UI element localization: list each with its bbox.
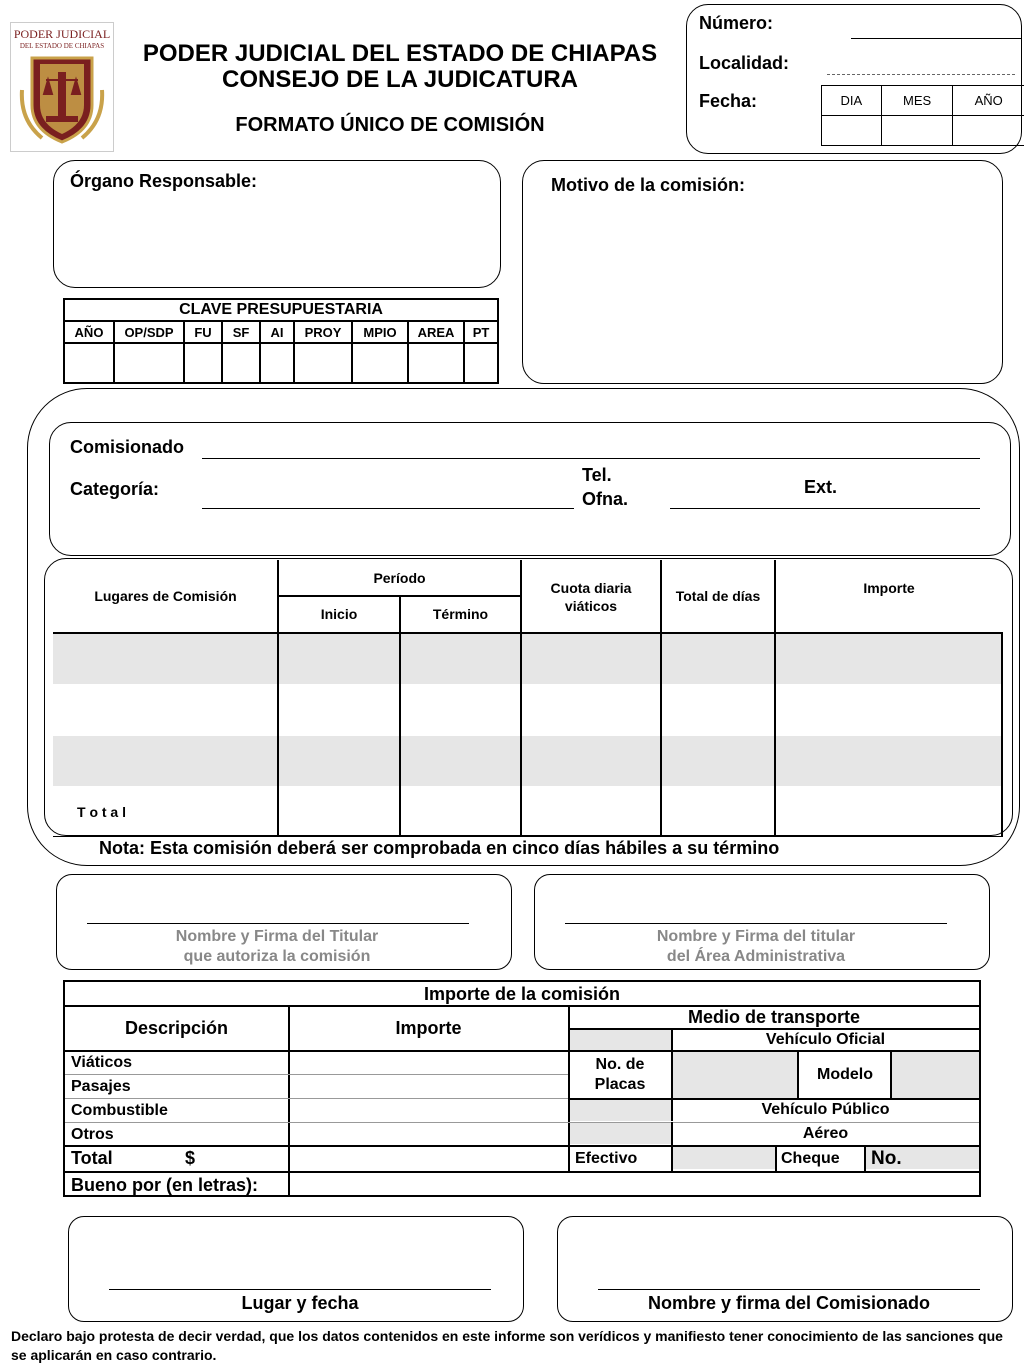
logo	[10, 22, 114, 152]
importe-table	[63, 980, 981, 1197]
date-mes-field[interactable]	[881, 116, 953, 146]
comisionado-firma-label: Nombre y firma del Comisionado	[647, 1293, 931, 1313]
numero-field[interactable]	[851, 19, 1021, 39]
no-placas-label-1: No. de	[595, 1056, 645, 1073]
dollar-sign: $	[185, 1148, 196, 1168]
col-divider	[774, 560, 776, 836]
no-placas-label-2: Placas	[594, 1076, 646, 1093]
row-divider	[65, 1074, 568, 1075]
bueno-por-label: Bueno por (en letras):	[71, 1175, 259, 1195]
vehiculo-oficial-label: Vehículo Oficial	[765, 1031, 886, 1048]
vehiculo-oficial-check[interactable]	[570, 1030, 672, 1050]
descripcion-header: Descripción	[124, 1018, 229, 1038]
total-label: T o t a l	[77, 804, 126, 820]
cheque-no-label: No.	[871, 1148, 902, 1169]
clave-ano-field[interactable]	[64, 343, 114, 383]
date-col-mes: MES	[881, 86, 953, 116]
bueno-por-field[interactable]	[290, 1173, 979, 1195]
date-ano-field[interactable]	[953, 116, 1024, 146]
col-divider	[775, 1145, 777, 1171]
clave-mpio-field[interactable]	[352, 343, 408, 383]
aereo-label: Aéreo	[802, 1125, 849, 1142]
signature-line	[598, 1289, 980, 1290]
vehiculo-publico-check[interactable]	[570, 1100, 671, 1121]
row-combustible: Combustible	[71, 1102, 168, 1119]
clave-col-mpio: MPIO	[352, 321, 408, 343]
comisionado-field[interactable]	[202, 439, 980, 459]
lugares-header: Lugares de Comisión	[94, 588, 237, 604]
institution-title: PODER JUDICIAL DEL ESTADO DE CHIAPAS	[142, 40, 658, 67]
numero-label: Número:	[699, 13, 774, 33]
clave-proy-field[interactable]	[294, 343, 352, 383]
modelo-label: Modelo	[817, 1066, 873, 1083]
lugar-fecha-label: Lugar y fecha	[241, 1293, 359, 1313]
row-divider	[65, 1098, 568, 1099]
inicio-header: Inicio	[320, 606, 358, 622]
date-table	[821, 85, 1024, 146]
firma-admin-label-2: del Área Administrativa	[666, 948, 846, 965]
organo-box[interactable]	[53, 160, 501, 288]
col-divider	[399, 596, 401, 836]
signature-line	[109, 1289, 491, 1290]
tel-label-1: Tel.	[582, 465, 612, 485]
info-box	[686, 4, 1022, 154]
col-divider	[660, 560, 662, 836]
table-row[interactable]	[53, 634, 1003, 684]
efectivo-check[interactable]	[673, 1147, 775, 1169]
clave-col-pt: PT	[464, 321, 498, 343]
header-divider	[53, 632, 1003, 634]
row-otros: Otros	[71, 1126, 114, 1143]
localidad-field[interactable]	[827, 57, 1015, 75]
tel-ext-field[interactable]	[670, 489, 980, 509]
cuota-header-2: viáticos	[564, 598, 618, 614]
efectivo-label: Efectivo	[575, 1150, 638, 1167]
clave-ai-field[interactable]	[260, 343, 294, 383]
importe-col-header: Importe	[395, 1018, 462, 1038]
signature-line	[87, 923, 469, 924]
date-col-dia: DIA	[822, 86, 882, 116]
lugares-table	[53, 560, 1003, 836]
col-divider	[520, 560, 522, 836]
cuota-header-1: Cuota diaria	[550, 580, 632, 596]
modelo-field[interactable]	[892, 1052, 979, 1098]
comisionado-label: Comisionado	[70, 437, 185, 457]
logo-text-2: DEL ESTADO DE CHIAPAS	[19, 42, 105, 50]
importe-title: Importe de la comisión	[423, 984, 621, 1004]
clave-pt-field[interactable]	[464, 343, 498, 383]
firma-titular-label-1: Nombre y Firma del Titular	[175, 928, 379, 945]
date-col-ano: AÑO	[953, 86, 1024, 116]
vehiculo-publico-label: Vehículo Público	[761, 1101, 890, 1118]
cheque-label: Cheque	[781, 1150, 840, 1167]
importe-header: Importe	[863, 580, 915, 596]
clave-opsdp-field[interactable]	[114, 343, 184, 383]
categoria-field[interactable]	[202, 489, 574, 509]
table-row[interactable]	[53, 684, 1003, 736]
aereo-check[interactable]	[570, 1123, 671, 1144]
declaracion-text: Declaro bajo protesta de decir verdad, que los datos contenidos en este informe son verídicos y manifiesto tener conocimiento de las sanciones que se aplicarán en caso contrario.	[11, 1328, 1003, 1363]
clave-col-area: AREA	[408, 321, 464, 343]
motivo-label: Motivo de la comisión:	[551, 175, 746, 195]
organo-label: Órgano Responsable:	[70, 171, 258, 191]
comisionado-box	[49, 422, 1011, 556]
firma-admin-label-1: Nombre y Firma del titular	[656, 928, 856, 945]
header-divider	[65, 1050, 979, 1052]
firma-titular-label-2: que autoriza la comisión	[183, 948, 371, 965]
form-title: FORMATO ÚNICO DE COMISIÓN	[235, 114, 545, 136]
firma-admin-box[interactable]	[534, 874, 990, 970]
clave-col-proy: PROY	[294, 321, 352, 343]
shield-emblem-icon	[12, 50, 112, 150]
logo-text-1: PODER JUDICIAL	[13, 27, 111, 41]
signature-line	[565, 923, 947, 924]
periodo-header: Período	[373, 570, 426, 586]
categoria-label: Categoría:	[70, 479, 160, 499]
ext-label: Ext.	[804, 477, 838, 497]
clave-sf-field[interactable]	[222, 343, 260, 383]
nota-text: Nota: Esta comisión deberá ser comprobada en cinco días hábiles a su término	[99, 838, 780, 858]
comisionado-firma-box[interactable]	[557, 1216, 1013, 1322]
clave-table	[63, 298, 499, 384]
clave-col-ai: AI	[260, 321, 294, 343]
total-dias-header: Total de días	[675, 588, 761, 604]
table-bottom-line	[53, 836, 1003, 837]
clave-col-sf: SF	[222, 321, 260, 343]
clave-fu-field[interactable]	[184, 343, 222, 383]
row-divider	[65, 1122, 979, 1123]
col-divider	[1001, 632, 1003, 836]
clave-area-field[interactable]	[408, 343, 464, 383]
clave-col-fu: FU	[184, 321, 222, 343]
date-dia-field[interactable]	[822, 116, 882, 146]
clave-title: CLAVE PRESUPUESTARIA	[64, 299, 498, 321]
total-label: Total	[71, 1148, 113, 1168]
row-divider	[65, 1145, 979, 1147]
motivo-box[interactable]	[522, 160, 1003, 384]
localidad-label: Localidad:	[699, 53, 790, 73]
row-viaticos: Viáticos	[71, 1054, 133, 1071]
placas-field[interactable]	[673, 1052, 797, 1098]
table-row[interactable]	[53, 736, 1003, 786]
firma-titular-box[interactable]	[56, 874, 512, 970]
col-divider	[277, 560, 279, 836]
termino-header: Término	[432, 606, 489, 622]
lugar-fecha-box[interactable]	[68, 1216, 524, 1322]
row-pasajes: Pasajes	[71, 1078, 131, 1095]
clave-col-opsdp: OP/SDP	[114, 321, 184, 343]
tel-label-2: Ofna.	[582, 489, 629, 509]
council-title: CONSEJO DE LA JUDICATURA	[221, 66, 579, 93]
clave-col-ano: AÑO	[64, 321, 114, 343]
medio-header: Medio de transporte	[687, 1007, 861, 1027]
fecha-label: Fecha:	[699, 91, 758, 111]
